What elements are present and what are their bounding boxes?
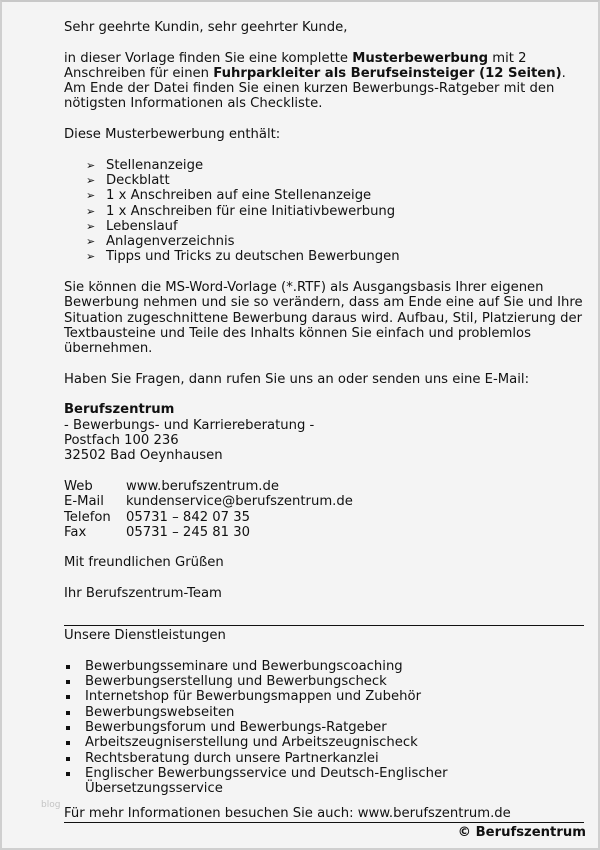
arrow-bullet-icon: ➢: [86, 235, 96, 249]
company-tagline: - Bewerbungs- und Karriereberatung -: [64, 417, 315, 433]
signature: Ihr Berufszentrum-Team: [64, 585, 222, 601]
list-item-label: Bewerbungserstellung und Bewerbungscheck: [85, 674, 387, 690]
list-item: [64, 735, 586, 750]
square-bullet-icon: [66, 757, 70, 761]
list-item: [64, 689, 586, 704]
list-item-label: Rechtsberatung durch unsere Partnerkanzlei: [85, 750, 379, 766]
contact-row-phone: [64, 510, 353, 525]
contact-value: kundenservice@berufszentrum.de: [126, 494, 353, 510]
contact-label: E-Mail: [64, 494, 104, 510]
contact-label: Web: [64, 478, 93, 494]
list-item-label: 1 x Anschreiben auf eine Stellenanzeige: [106, 188, 372, 204]
list-item: [86, 219, 586, 234]
more-info-line: Für mehr Informationen besuchen Sie auch: www.berufszentrum.de: [64, 806, 511, 821]
arrow-bullet-icon: ➢: [86, 158, 96, 172]
square-bullet-icon: [66, 665, 70, 669]
contents-list: [64, 158, 586, 265]
square-bullet-icon: [66, 695, 70, 699]
address-line-1: Postfach 100 236: [64, 433, 179, 449]
list-item: [86, 249, 586, 264]
contact-value: www.berufszentrum.de: [126, 478, 279, 494]
list-item: [86, 158, 586, 173]
contact-row-web: [64, 479, 353, 494]
usage-paragraph: Sie können die MS-Word-Vorlage (*.RTF) als Ausgangsbasis Ihrer eigenen Bewerbung nehmen und sie so verändern, dass am Ende eine auf Sie und Ihre Situation zugeschnittene Bewerbung daraus wird. Aufbau, Stil, Platzierung der Textbausteine und Teile des Inhalts können Sie einfach und problemlos übernehmen.: [64, 280, 583, 357]
intro-text-2: mit 2 Anschreiben für einen: [64, 50, 527, 81]
list-item-label: Bewerbungsseminare und Bewerbungscoaching: [85, 658, 403, 674]
watermark: blog: [41, 800, 61, 810]
list-item-label: Arbeitszeugniserstellung und Arbeitszeugnischeck: [85, 735, 418, 751]
square-bullet-icon: [66, 680, 70, 684]
copyright: © Berufszentrum: [457, 825, 586, 841]
contact-row-email: [64, 494, 353, 509]
arrow-bullet-icon: ➢: [86, 189, 96, 203]
square-bullet-icon: [66, 772, 70, 776]
salutation: Sehr geehrte Kundin, sehr geehrter Kunde,: [64, 20, 348, 35]
company-address: [64, 402, 586, 463]
services-title: Unsere Dienstleistungen: [64, 628, 226, 644]
services-list: [64, 659, 586, 797]
company-name: Berufszentrum: [64, 402, 175, 418]
closing: Mit freundlichen Grüßen: [64, 555, 224, 571]
square-bullet-icon: [66, 741, 70, 745]
page-footer: [64, 806, 586, 841]
list-item-label: 1 x Anschreiben für eine Initiativbewerbung: [106, 203, 396, 219]
list-item: [86, 234, 586, 249]
address-line-2: 32502 Bad Oeynhausen: [64, 448, 223, 464]
list-item-label: Englischer Bewerbungsservice und Deutsch-Englischer Übersetzungsservice: [85, 765, 448, 797]
letter-body: [64, 20, 586, 797]
list-item-label: Bewerbungswebseiten: [85, 704, 235, 720]
contact-value: 05731 – 245 81 30: [126, 524, 251, 540]
list-item-label: Bewerbungsforum und Bewerbungs-Ratgeber: [85, 720, 387, 736]
intro-text-3: . Am Ende der Datei finden Sie einen kurzen Bewerbungs-Ratgeber mit den nötigsten Informationen als Checkliste.: [64, 65, 566, 112]
contact-label: Telefon: [64, 509, 111, 525]
contact-table: [64, 479, 353, 540]
intro-paragraph: [64, 51, 586, 112]
list-item-label: Anlagenverzeichnis: [106, 234, 235, 250]
intro-bold-2: Fuhrparkleiter als Berufseinsteiger (12 Seiten): [213, 65, 562, 81]
arrow-bullet-icon: ➢: [86, 219, 96, 233]
list-item: [86, 204, 586, 219]
list-item-label: Lebenslauf: [106, 218, 178, 234]
list-item: [64, 751, 586, 766]
list-item: [64, 674, 586, 689]
list-item-label: Deckblatt: [106, 172, 170, 188]
square-bullet-icon: [66, 711, 70, 715]
list-item: [64, 705, 586, 720]
list-item-label: Tipps und Tricks zu deutschen Bewerbungen: [106, 249, 400, 265]
list-item: [64, 720, 586, 735]
contents-heading: Diese Musterbewerbung enthält:: [64, 127, 281, 143]
list-item: [64, 766, 586, 797]
list-item-label: Internetshop für Bewerbungsmappen und Zubehör: [85, 689, 421, 705]
arrow-bullet-icon: ➢: [86, 204, 96, 218]
questions-line: Haben Sie Fragen, dann rufen Sie uns an oder senden uns eine E-Mail:: [64, 371, 530, 387]
arrow-bullet-icon: ➢: [86, 173, 96, 187]
list-item-label: Stellenanzeige: [106, 157, 204, 173]
list-item: [64, 659, 586, 674]
intro-text-1: in dieser Vorlage finden Sie eine komplette: [64, 50, 353, 66]
arrow-bullet-icon: ➢: [86, 250, 96, 264]
square-bullet-icon: [66, 726, 70, 730]
contact-value: 05731 – 842 07 35: [126, 509, 251, 525]
intro-bold-1: Musterbewerbung: [352, 50, 489, 66]
list-item: [86, 188, 586, 203]
footer-divider: [64, 822, 584, 823]
divider: [64, 625, 584, 626]
list-item: [86, 173, 586, 188]
contact-row-fax: [64, 525, 353, 540]
contact-label: Fax: [64, 524, 87, 540]
